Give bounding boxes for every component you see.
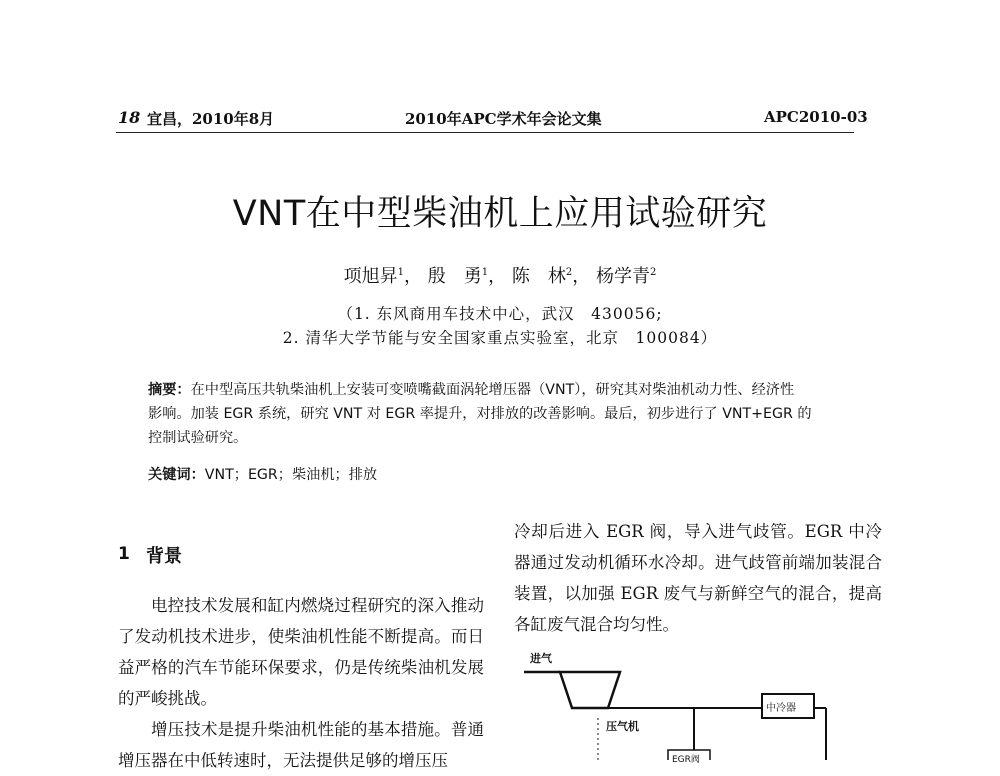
author-name: 殷 勇 — [427, 266, 482, 287]
author-affiliation-mark: 1 — [481, 267, 489, 278]
affiliation-line-1: （1. 东风商用车技术中心，武汉 430056; — [337, 305, 663, 323]
paragraph: 增压技术是提升柴油机性能的基本措施。普通增压器在中低转速时，无法提供足够的增压压 — [118, 720, 484, 770]
right-column — [514, 516, 882, 640]
venue-date: 宜昌，2010年8月 — [147, 110, 275, 128]
paper-title: VNT在中型柴油机上应用试验研究 — [232, 194, 768, 234]
left-column — [118, 590, 484, 776]
paragraph: 电控技术发展和缸内燃烧过程研究的深入推动了发动机技术进步，使柴油机性能不断提高。而日益严格的汽车节能环保要求，仍是传统柴油机发展的严峻挑战。 — [118, 596, 484, 708]
paragraph: 冷却后进入 EGR 阀，导入进气歧管。EGR 中冷器通过发动机循环水冷却。进气歧管前端加装混合装置，以加强 EGR 废气与新鲜空气的混合，提高各缸废气混合均匀性。 — [514, 522, 882, 634]
abstract-line-2: 影响。加装 EGR 系统，研究 VNT 对 EGR 率提升，对排放的改善影响。最后，初步进行了 VNT+EGR 的 — [148, 406, 812, 422]
keywords-text: VNT；EGR；柴油机；排放 — [204, 467, 378, 483]
egr-system-diagram — [522, 648, 842, 765]
section-number: 1 — [118, 544, 130, 564]
affiliation-line-2: 2. 清华大学节能与安全国家重点实验室，北京 100084） — [282, 329, 718, 347]
author-affiliation-mark: 2 — [649, 267, 657, 278]
section-title: 背景 — [146, 546, 182, 567]
header-rule — [116, 132, 854, 133]
author-affiliation-mark: 2 — [565, 267, 573, 278]
author-name: 项旭昇 — [343, 266, 398, 287]
abstract — [148, 378, 853, 450]
keywords — [148, 464, 377, 484]
abstract-line-1: 在中型高压共轨柴油机上安装可变喷嘴截面涡轮增压器（VNT），研究其对柴油机动力性、经济性 — [190, 382, 795, 398]
author-name: 陈 林 — [511, 266, 566, 287]
paper-code: APC2010-03 — [764, 108, 868, 126]
author-list: 项旭昇$^1$， 殷 勇$^1$， 陈 林$^2$， 杨学青$^2$ — [343, 266, 657, 287]
author-affiliation-mark: 1 — [397, 267, 405, 278]
egr-valve-label: EGR阀 — [672, 755, 700, 765]
proceedings-title: 2010年APC学术年会论文集 — [405, 110, 602, 128]
intercooler-label: 中冷器 — [766, 703, 796, 714]
abstract-label: 摘要： — [148, 382, 191, 398]
abstract-line-3: 控制试验研究。 — [148, 430, 248, 446]
author-name: 杨学青 — [595, 266, 650, 287]
keywords-label: 关键词： — [148, 467, 205, 483]
page-number: 18 — [118, 108, 141, 127]
compressor-label: 压气机 — [606, 720, 639, 733]
intake-label: 进气 — [530, 652, 552, 665]
